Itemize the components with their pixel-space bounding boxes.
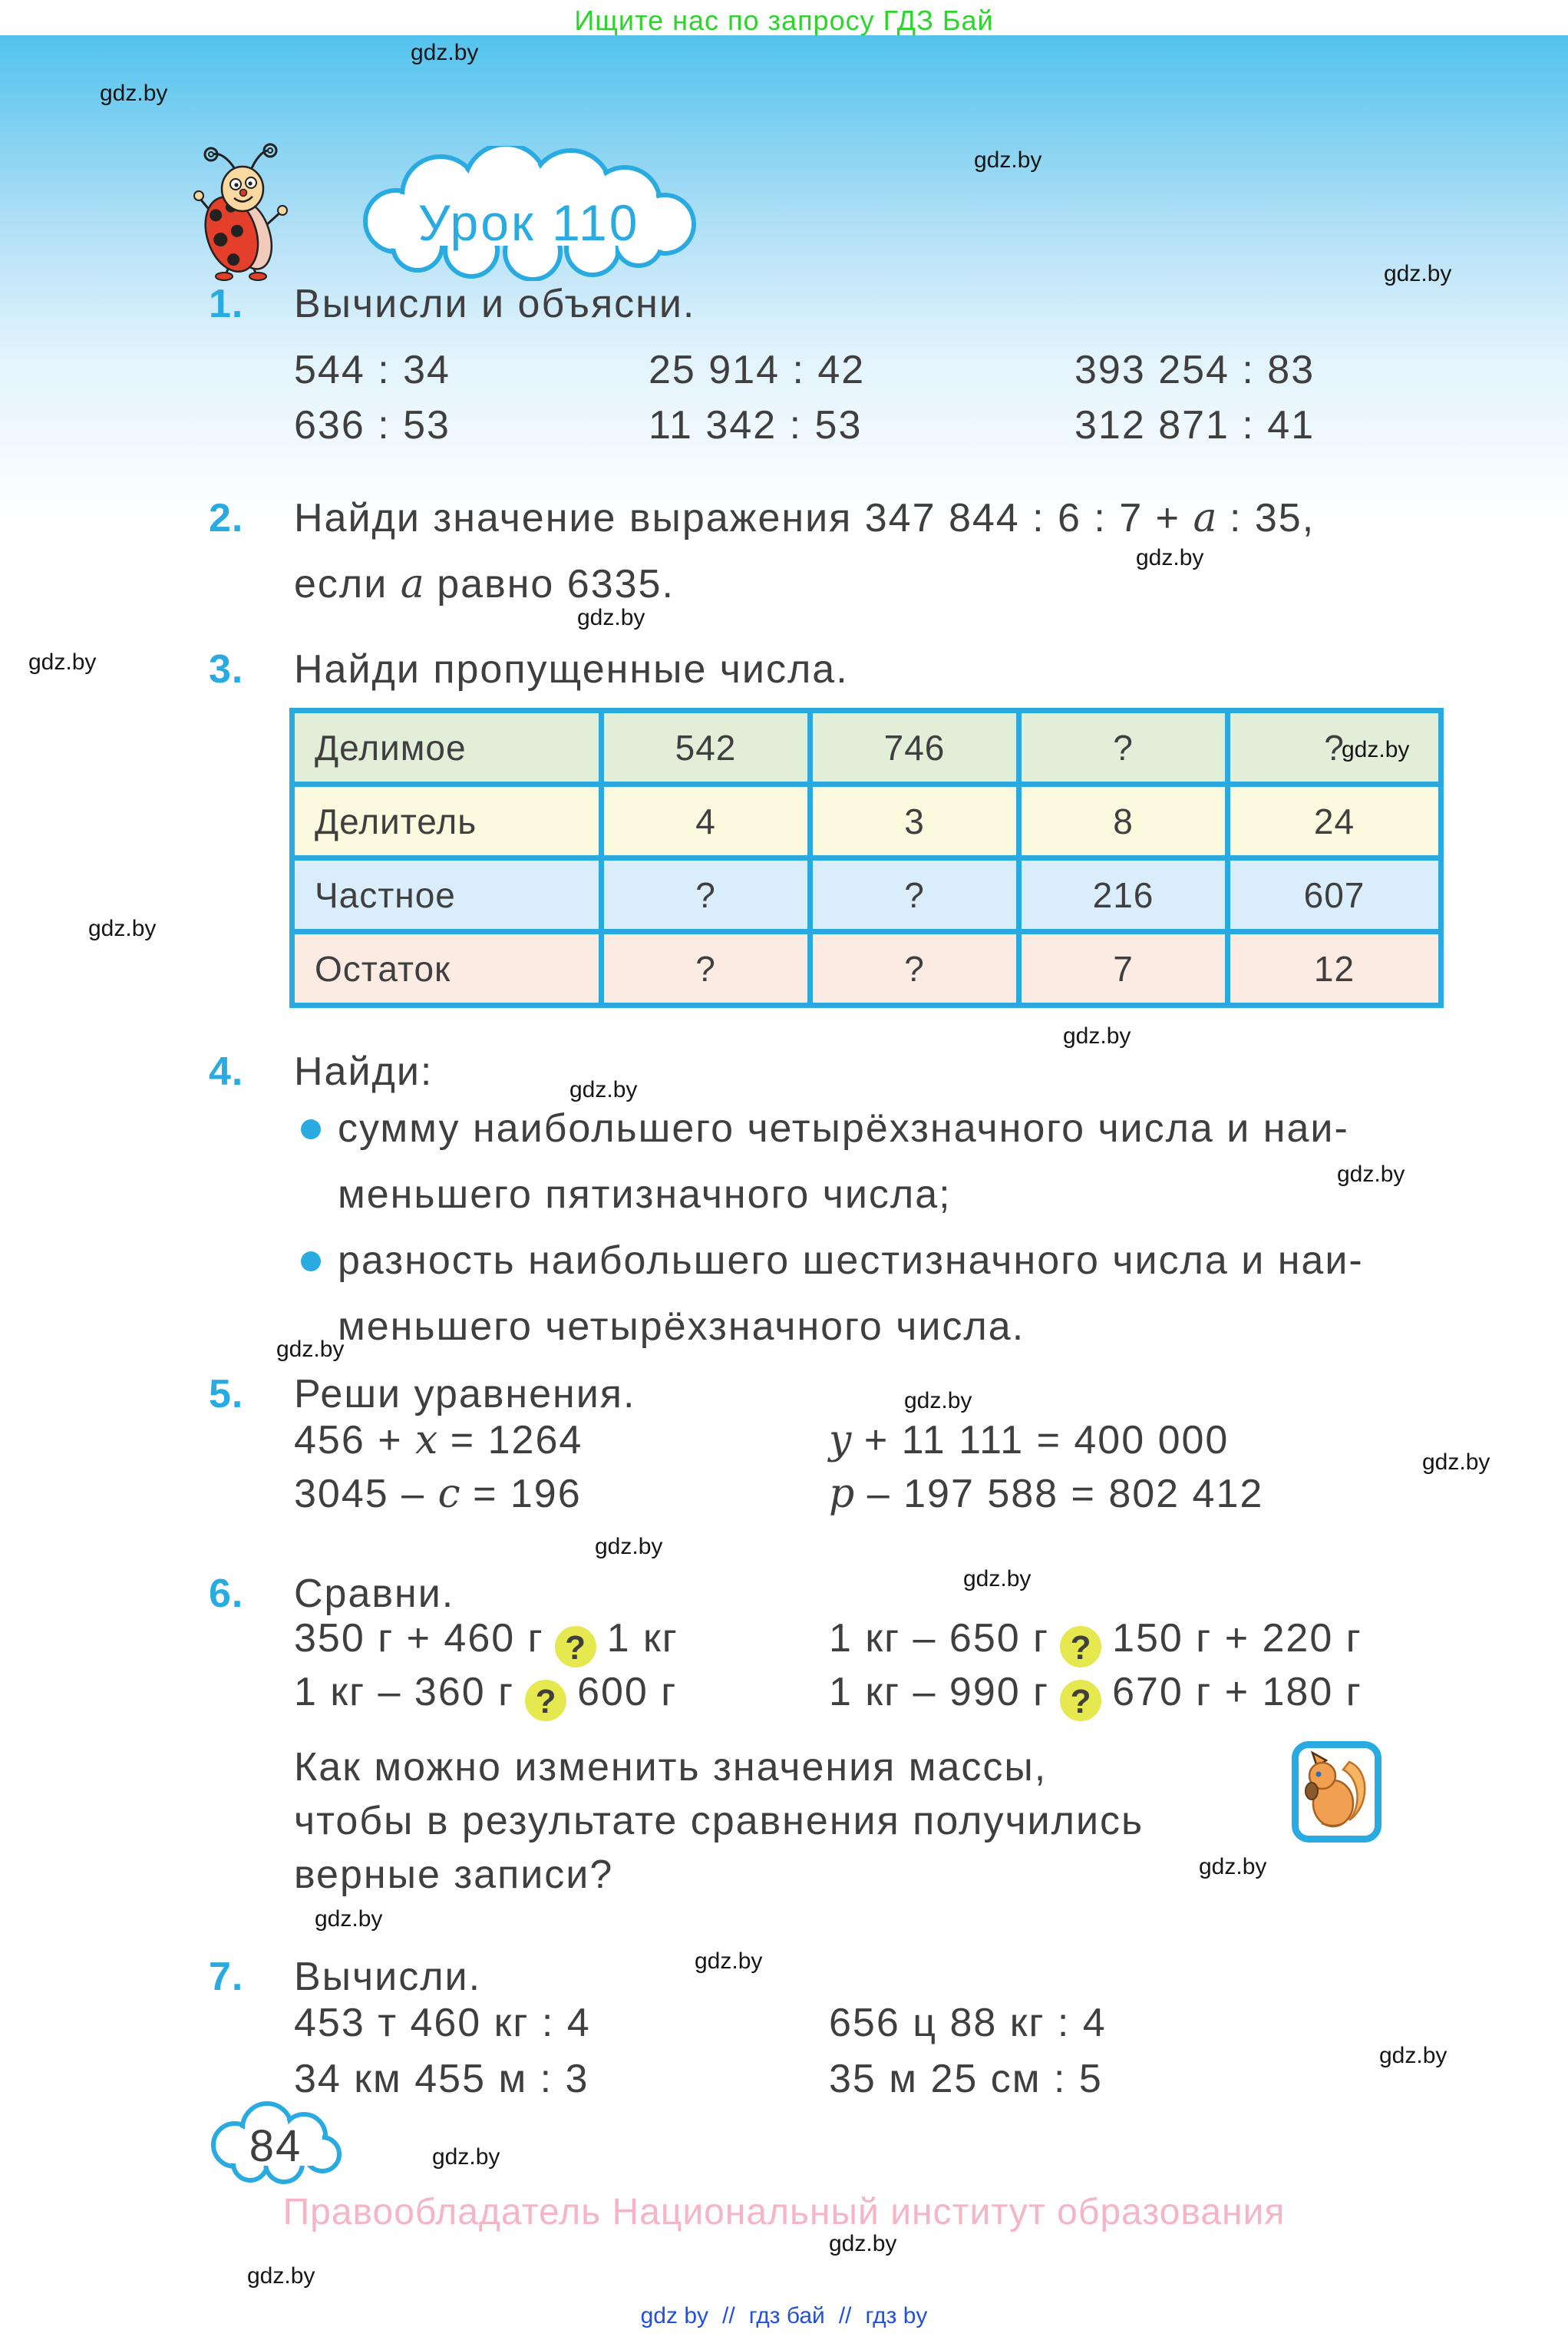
comparison-left: 1 кг – 650 г bbox=[829, 1616, 1050, 1661]
table-row bbox=[292, 932, 1441, 1006]
exercise-6-question-line2: чтобы в результате сравнения получились bbox=[294, 1799, 1144, 1843]
gdz-watermark: gdz.by bbox=[1199, 1854, 1267, 1879]
exercise-3-number: 3. bbox=[209, 647, 244, 692]
equation-text: = 196 bbox=[460, 1472, 582, 1516]
table-cell: 216 bbox=[1019, 858, 1228, 932]
footer-link[interactable]: гдз by bbox=[865, 2303, 928, 2328]
variable-y: y bbox=[829, 1417, 852, 1463]
exercise-2-text: равно 6335. bbox=[424, 562, 675, 606]
table-row bbox=[292, 858, 1441, 932]
comparison-right: 150 г + 220 г bbox=[1112, 1616, 1362, 1661]
gdz-watermark: gdz.by bbox=[829, 2231, 897, 2256]
division-table bbox=[289, 708, 1444, 1008]
gdz-watermark: gdz.by bbox=[1379, 2043, 1448, 2068]
exercise-4-bullet2-line2: меньшего четырёхзначного числа. bbox=[338, 1304, 1025, 1349]
comparison bbox=[829, 1669, 1362, 1721]
equation bbox=[829, 1417, 1229, 1463]
gdz-watermark: gdz.by bbox=[569, 1077, 638, 1102]
row-label: Делимое bbox=[292, 711, 602, 785]
footer-links bbox=[0, 2303, 1568, 2329]
exercise-2-line2 bbox=[294, 561, 675, 607]
gdz-watermark: gdz.by bbox=[28, 649, 97, 675]
table-cell: ? bbox=[1019, 711, 1228, 785]
exercise-7-item: 35 м 25 см : 5 bbox=[829, 2057, 1103, 2101]
exercise-5-title: Реши уравнения. bbox=[294, 1372, 636, 1416]
gdz-watermark: gdz.by bbox=[1337, 1162, 1405, 1187]
exercise-6-title: Сравни. bbox=[294, 1572, 455, 1616]
bullet-icon bbox=[301, 1119, 321, 1139]
variable-a: a bbox=[400, 561, 424, 607]
table-cell: 542 bbox=[602, 711, 810, 785]
promo-banner-text: Ищите нас по запросу ГДЗ Бай bbox=[574, 5, 994, 36]
table-cell: 7 bbox=[1019, 932, 1228, 1006]
variable-x: x bbox=[415, 1417, 438, 1463]
exercise-6-number: 6. bbox=[209, 1572, 244, 1616]
exercise-5-number: 5. bbox=[209, 1372, 244, 1416]
equation-text: 456 + bbox=[294, 1418, 416, 1462]
comparison bbox=[294, 1669, 677, 1721]
equation bbox=[294, 1471, 582, 1517]
equation-text: = 1264 bbox=[437, 1418, 583, 1462]
exercise-6-question-line3: верные записи? bbox=[294, 1852, 614, 1897]
gdz-watermark: gdz.by bbox=[432, 2144, 500, 2170]
exercise-4-number: 4. bbox=[209, 1049, 244, 1094]
link-separator: // bbox=[838, 2303, 852, 2328]
table-row bbox=[292, 711, 1441, 785]
comparison-left: 1 кг – 990 г bbox=[829, 1670, 1050, 1714]
gdz-watermark: gdz.by bbox=[595, 1534, 663, 1559]
exercise-4-title: Найди: bbox=[294, 1049, 434, 1094]
link-separator: // bbox=[722, 2303, 735, 2328]
bullet-icon bbox=[301, 1251, 321, 1271]
ladybug-illustration bbox=[192, 141, 301, 281]
table-cell: ? bbox=[810, 932, 1019, 1006]
exercise-2-text: : 35, bbox=[1216, 496, 1315, 540]
squirrel-illustration bbox=[1292, 1741, 1381, 1843]
question-badge: ? bbox=[1060, 1680, 1101, 1721]
table-row bbox=[292, 785, 1441, 858]
exercise-7-number: 7. bbox=[209, 1955, 244, 1999]
question-badge: ? bbox=[555, 1626, 596, 1667]
exercise-7-title: Вычисли. bbox=[294, 1955, 482, 1999]
table-cell: 12 bbox=[1228, 932, 1441, 1006]
gdz-watermark: gdz.by bbox=[695, 1948, 763, 1974]
exercise-1-number: 1. bbox=[209, 282, 244, 326]
row-label: Частное bbox=[292, 858, 602, 932]
table-cell: 607 bbox=[1228, 858, 1441, 932]
gdz-watermark: gdz.by bbox=[247, 2263, 315, 2289]
equation bbox=[294, 1417, 583, 1463]
exercise-7-item: 34 км 455 м : 3 bbox=[294, 2057, 589, 2101]
equation-text: – 197 588 = 802 412 bbox=[854, 1472, 1264, 1516]
comparison-left: 350 г + 460 г bbox=[294, 1616, 544, 1661]
gdz-watermark: gdz.by bbox=[963, 1566, 1032, 1591]
exercise-1-item: 11 342 : 53 bbox=[649, 403, 863, 448]
gdz-watermark: gdz.by bbox=[577, 605, 645, 630]
exercise-2-text: если bbox=[294, 562, 401, 606]
page-number-cloud bbox=[206, 2100, 345, 2185]
gdz-watermark: gdz.by bbox=[88, 916, 157, 941]
equation-text: + 11 111 = 400 000 bbox=[851, 1418, 1230, 1462]
exercise-2-text: Найди значение выражения 347 844 : 6 : 7 + bbox=[294, 496, 1193, 540]
variable-c: c bbox=[437, 1471, 460, 1517]
table-cell: ? bbox=[1228, 711, 1441, 785]
exercise-4-bullet1-line2: меньшего пятизначного числа; bbox=[338, 1172, 952, 1217]
table-cell: 4 bbox=[602, 785, 810, 858]
gdz-watermark: gdz.by bbox=[411, 40, 479, 65]
copyright-notice: Правообладатель Национальный институт образования bbox=[282, 2192, 1286, 2233]
table-cell: 746 bbox=[810, 711, 1019, 785]
gdz-watermark: gdz.by bbox=[1136, 545, 1204, 570]
table-cell: 24 bbox=[1228, 785, 1441, 858]
comparison-right: 670 г + 180 г bbox=[1112, 1670, 1362, 1714]
variable-p: p bbox=[829, 1471, 855, 1517]
exercise-1-item: 636 : 53 bbox=[294, 403, 451, 448]
exercise-1-title: Вычисли и объясни. bbox=[294, 282, 696, 326]
exercise-7-item: 453 т 460 кг : 4 bbox=[294, 2001, 591, 2045]
exercise-3-title: Найди пропущенные числа. bbox=[294, 647, 849, 692]
gdz-watermark: gdz.by bbox=[904, 1388, 972, 1413]
row-label: Остаток bbox=[292, 932, 602, 1006]
equation-text: 3045 – bbox=[294, 1472, 438, 1516]
footer-link[interactable]: gdz by bbox=[640, 2303, 709, 2328]
exercise-1-item: 544 : 34 bbox=[294, 348, 451, 392]
comparison bbox=[294, 1615, 678, 1667]
exercise-1-item: 312 871 : 41 bbox=[1074, 403, 1315, 448]
comparison-right: 600 г bbox=[577, 1670, 678, 1714]
table-cell: ? bbox=[810, 858, 1019, 932]
gdz-watermark: gdz.by bbox=[100, 81, 168, 106]
question-badge: ? bbox=[525, 1680, 566, 1721]
gdz-watermark: gdz.by bbox=[974, 147, 1042, 173]
exercise-1-item: 393 254 : 83 bbox=[1074, 348, 1315, 392]
exercise-6-question-line1: Как можно изменить значения массы, bbox=[294, 1745, 1048, 1790]
footer-link[interactable]: гдз бай bbox=[748, 2303, 825, 2328]
gdz-watermark: gdz.by bbox=[276, 1337, 345, 1362]
table-cell: 8 bbox=[1019, 785, 1228, 858]
gdz-watermark: gdz.by bbox=[1063, 1023, 1131, 1049]
row-label: Делитель bbox=[292, 785, 602, 858]
question-badge: ? bbox=[1060, 1626, 1101, 1667]
gdz-watermark: gdz.by bbox=[1342, 737, 1410, 762]
gdz-watermark: gdz.by bbox=[315, 1906, 383, 1932]
lesson-title: Урок 110 bbox=[418, 194, 640, 251]
page-number: 84 bbox=[249, 2120, 302, 2171]
exercise-2-line1 bbox=[294, 495, 1315, 541]
comparison-right: 1 кг bbox=[606, 1616, 678, 1661]
table-cell: ? bbox=[602, 858, 810, 932]
exercise-1-item: 25 914 : 42 bbox=[649, 348, 866, 392]
table-cell: ? bbox=[602, 932, 810, 1006]
exercise-2-number: 2. bbox=[209, 496, 244, 540]
variable-a: a bbox=[1193, 495, 1217, 541]
lesson-title-cloud bbox=[347, 146, 711, 281]
table-cell: 3 bbox=[810, 785, 1019, 858]
exercise-4-bullet2-line1: разность наибольшего шестизначного числа и наи- bbox=[338, 1238, 1364, 1283]
exercise-7-item: 656 ц 88 кг : 4 bbox=[829, 2001, 1107, 2045]
exercise-4-bullet1-line1: сумму наибольшего четырёхзначного числа и наи- bbox=[338, 1106, 1349, 1151]
comparison-left: 1 кг – 360 г bbox=[294, 1670, 515, 1714]
comparison bbox=[829, 1615, 1362, 1667]
equation bbox=[829, 1471, 1263, 1517]
gdz-watermark: gdz.by bbox=[1384, 261, 1452, 286]
gdz-watermark: gdz.by bbox=[1422, 1449, 1490, 1475]
